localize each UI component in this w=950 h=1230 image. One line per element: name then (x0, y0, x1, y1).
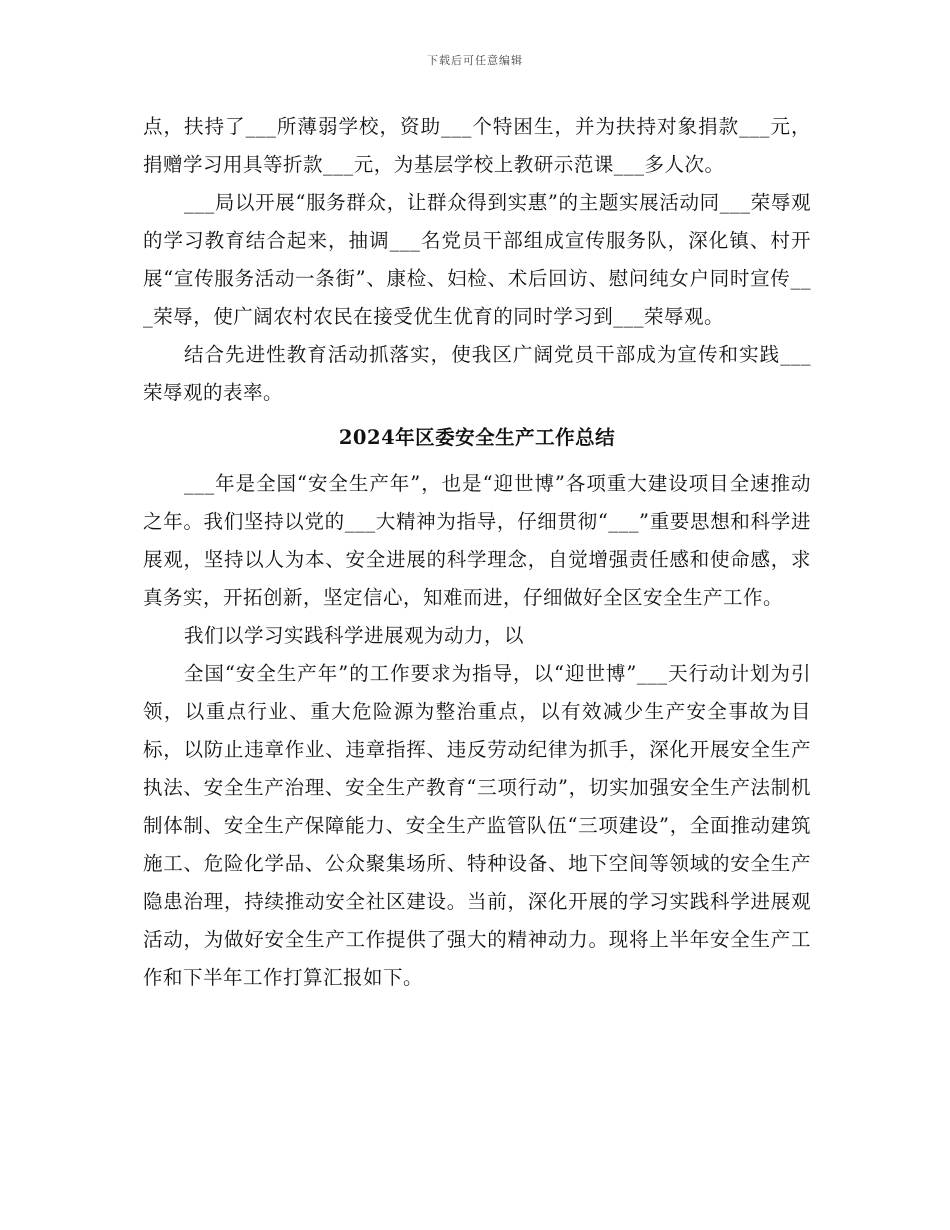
document-title: 2024年区委安全生产工作总结 (338, 426, 616, 449)
paragraph-intro: ___年是全国“安全生产年”，也是“迎世博”各项重大建设项目全速推动之年。我们坚持以党的___大精神为指导，仔细贯彻“___”重要思想和科学进展观，坚持以人为本、安全进展的科学理念，自觉增强责任感和使命感，求真务实，开拓创新，坚定信心，知难而进，仔细做好全区安全生产工作。 (143, 472, 811, 609)
paragraph-party-example: 结合先进性教育活动抓落实，使我区广阔党员干部成为宣传和实践___荣辱观的表率。 (143, 343, 811, 404)
paragraph-main-work: 全国“安全生产年”的工作要求为指导，以“迎世博”___天行动计划为引领，以重点行业、重大危险源为整治重点，以有效减少生产安全事故为目标，以防止违章作业、违章指挥、违反劳动纪律为抓手，深化开展安全生产执法、安全生产治理、安全生产教育“三项行动”，切实加强安全生产法制机制体制、安全生产保障能力、安全生产监管队伍“三项建设”，全面推动建筑施工、危险化学品、公众聚集场所、特种设备、地下空间等领域的安全生产隐患治理，持续推动安全社区建设。当前，深化开展的学习实践科学进展观活动，为做好安全生产工作提供了强大的精神动力。现将上半年安全生产工作和下半年工作打算汇报如下。 (143, 662, 811, 989)
paragraph-continuation: 点，扶持了___所薄弱学校，资助___个特困生，并为扶持对象捐款___元，捐赠学习用具等折款___元，为基层学校上教研示范课___多人次。 (143, 115, 811, 176)
page-header-note: 下载后可任意编辑 (427, 54, 523, 67)
document-body (143, 108, 811, 997)
paragraph-honor-education: ___局以开展“服务群众，让群众得到实惠”的主题实展活动同___荣辱观的学习教育结合起来，抽调___名党员干部组成宣传服务队，深化镇、村开展“宣传服务活动一条街”、康检、妇检、术后回访、慰问纯女户同时宣传___荣辱，使广阔农村农民在接受优生优育的同时学习到___荣辱观。 (143, 191, 811, 328)
paragraph-short-lead: 我们以学习实践科学进展观为动力，以 (183, 624, 524, 647)
